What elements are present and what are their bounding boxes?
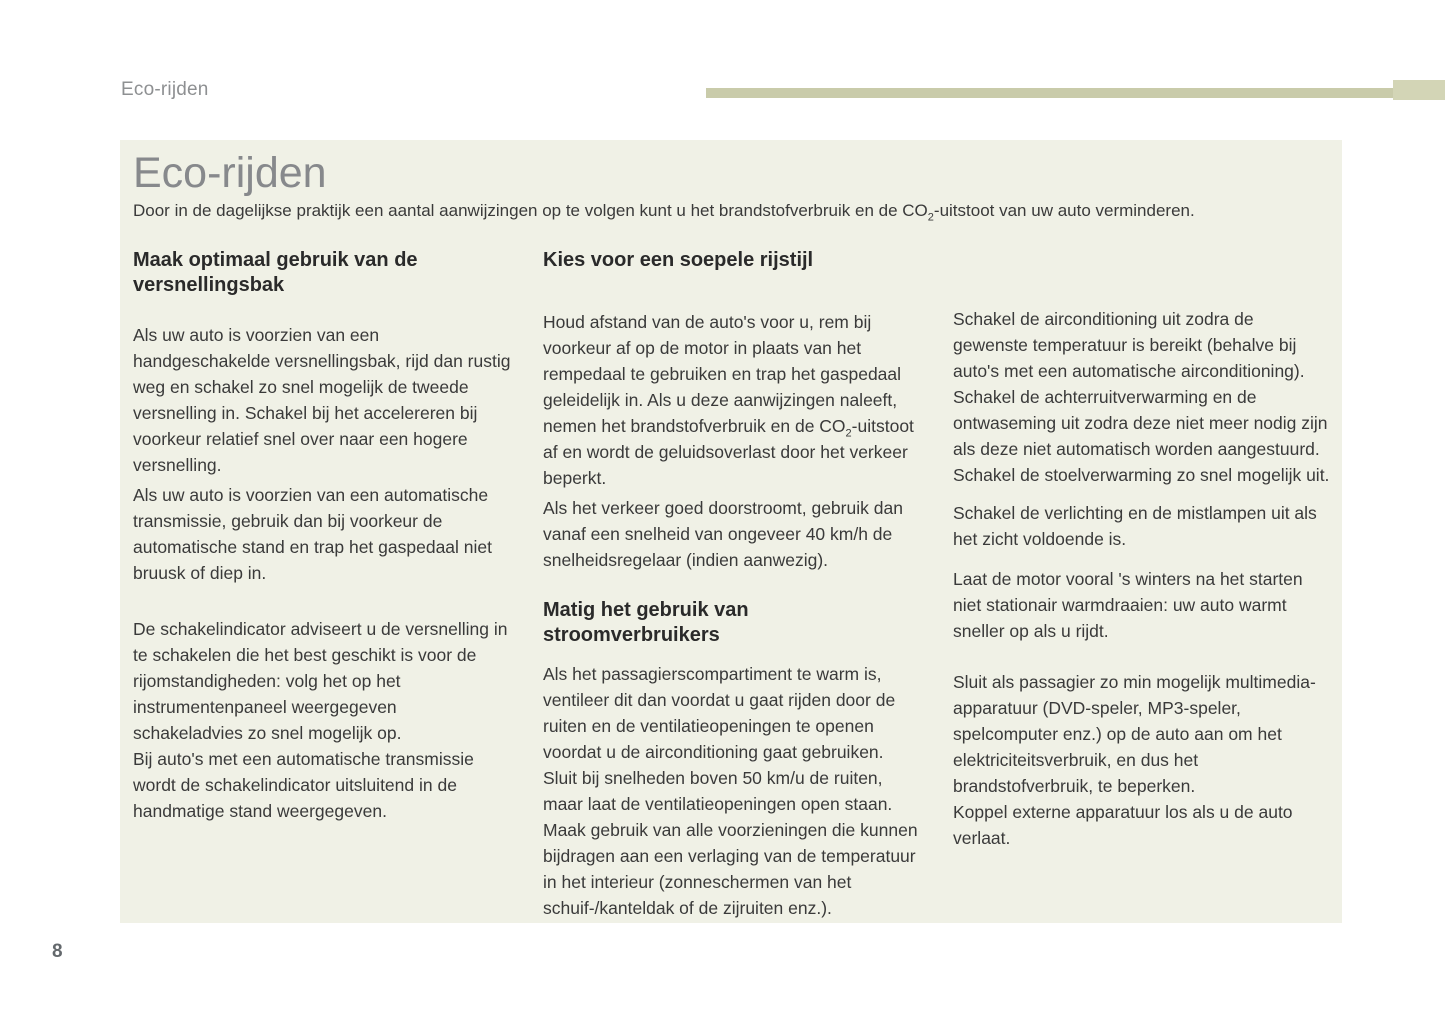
rear-window-heating-line: Schakel de achterruitverwarming en de ontwaseming uit zodra deze niet meer nodig zijn als deze niet automatisch worden aangestuurd. [953, 387, 1328, 459]
chapter-edge-tab [1393, 80, 1445, 100]
airco-line: Schakel de airconditioning uit zodra de gewenste temperatuur is bereikt (behalve bij auto's met een automatische airconditioning). [953, 309, 1305, 381]
section-heading-power-consumers: Matig het gebruik van stroomverbruikers [543, 599, 749, 646]
running-header: Eco-rijden [121, 79, 209, 100]
co2-subscript: 2 [845, 427, 852, 440]
multimedia-line-1: Sluit als passagier zo min mogelijk multimedia-apparatuur (DVD-speler, MP3-speler, spelcomputer enz.) op de auto aan om het elektriciteitsverbruik, en dus het brandstofverbruik, te beperken. [953, 672, 1316, 796]
multimedia-line-2: Koppel externe apparatuur los als u de auto verlaat. [953, 802, 1293, 848]
intro-text-pre: Door in de dagelijkse praktijk een aantal aanwijzingen op te volgen kunt u het brandstofverbruik en de CO [133, 201, 928, 220]
multimedia-paragraph [953, 669, 1331, 851]
seat-heating-line: Schakel de stoelverwarming zo snel mogelijk uit. [953, 465, 1330, 485]
column-gearbox [133, 248, 511, 921]
intro-text [133, 200, 1330, 222]
chapter-accent-bar [706, 88, 1445, 98]
gearbox-manual-paragraph: Als uw auto is voorzien van een handgeschakelde versnellingsbak, rijd dan rustig weg en schakel zo snel mogelijk de tweede versnelling in. Schakel bij het accelereren bij voorkeur relatief snel over naar een hogere versnelling. [133, 325, 511, 475]
columns-container [133, 248, 1330, 921]
gear-shift-indicator-paragraph [133, 616, 511, 824]
cruise-control-paragraph: Als het verkeer goed doorstroomt, gebruik dan vanaf een snelheid van ongeveer 40 km/h de snelheidsregelaar (indien aanwezig). [543, 498, 903, 570]
column-power-consumers [953, 248, 1331, 921]
co2-subscript: 2 [927, 211, 934, 224]
page-number: 8 [52, 941, 63, 962]
gearbox-automatic-paragraph: Als uw auto is voorzien van een automatische transmissie, gebruik dan bij voorkeur de automatische stand en trap het gaspedaal niet bruusk of diep in. [133, 485, 492, 583]
airco-heating-paragraph [953, 306, 1331, 488]
section-heading-gearbox: Maak optimaal gebruik van de versnellingsbak [133, 249, 418, 296]
page-title: Eco-rijden [133, 149, 327, 197]
content-panel [120, 140, 1342, 923]
lighting-paragraph: Schakel de verlichting en de mistlampen uit als het zicht voldoende is. [953, 503, 1317, 549]
intro-text-post: -uitstoot van uw auto verminderen. [933, 201, 1195, 220]
gear-shift-indicator-line-1: De schakelindicator adviseert u de versnelling in te schakelen die het best geschikt is voor de rijomstandigheden: volg het op het instrumentenpaneel weergegeven schakeladvies zo snel mogelijk op. [133, 619, 508, 743]
section-heading-driving-style: Kies voor een soepele rijstijl [543, 249, 814, 271]
engine-warmup-paragraph: Laat de motor vooral 's winters na het starten niet stationair warmdraaien: uw auto warmt sneller op als u rijdt. [953, 569, 1303, 641]
cabin-ventilation-paragraph: Als het passagierscompartiment te warm is, ventileer dit dan voordat u gaat rijden door de ruiten en de ventilatieopeningen te openen voordat u de airconditioning gaat gebruiken. Sluit bij snelheden boven 50 km/u de ruiten, maar laat de ventilatieopeningen open staan. Maak gebruik van alle voorzieningen die kunnen bijdragen aan een verlaging van de temperatuur in het interieur (zonneschermen van het schuif-/kanteldak of de zijruiten enz.). [543, 664, 918, 918]
column-driving-style [543, 248, 921, 921]
smooth-driving-pre: Houd afstand van de auto's voor u, rem bij voorkeur af op de motor in plaats van het rempedaal te gebruiken en trap het gaspedaal geleidelijk in. Als u deze aanwijzingen naleeft, nemen het brandstofverbruik en de CO [543, 312, 902, 436]
gear-shift-indicator-line-2: Bij auto's met een automatische transmissie wordt de schakelindicator uitsluitend in de handmatige stand weergegeven. [133, 749, 474, 821]
smooth-driving-post: -uitstoot af en wordt de geluidsoverlast door het verkeer beperkt. [543, 416, 914, 488]
smooth-driving-paragraph [543, 309, 921, 491]
